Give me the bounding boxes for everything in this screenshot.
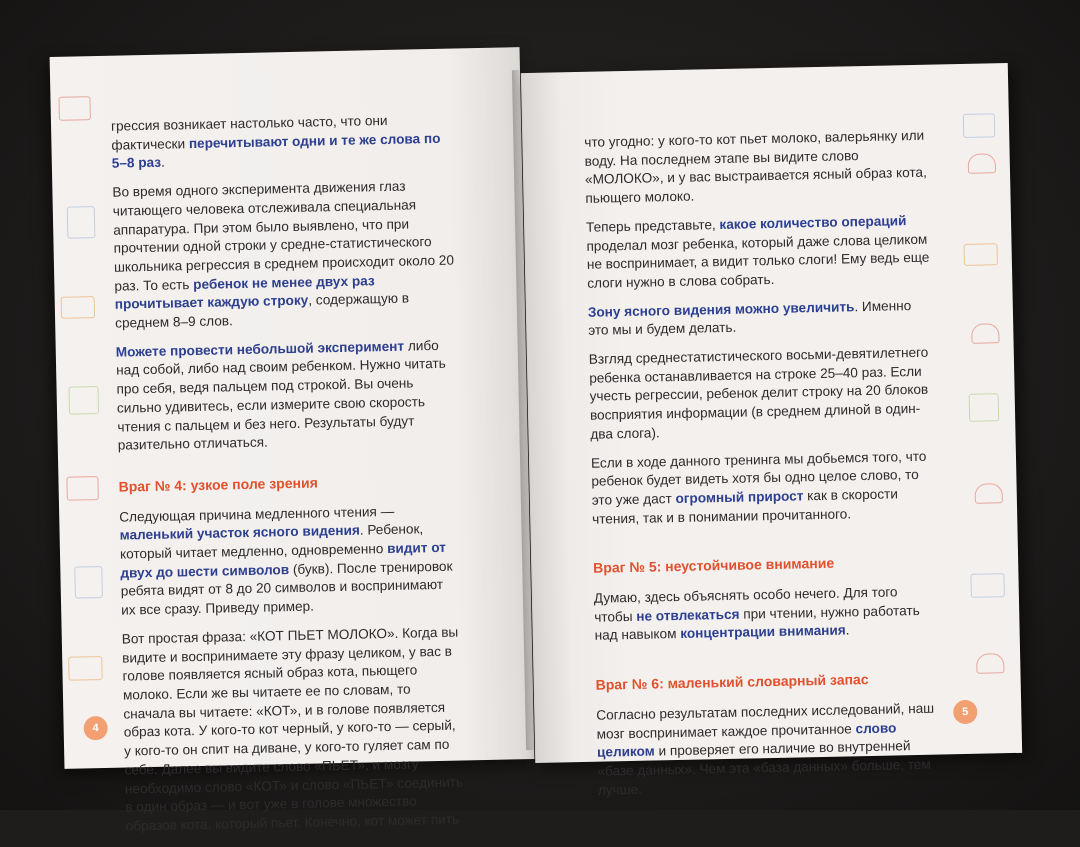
- paragraph-text: Думаю, здесь объяснять особо нечего. Для того чтобы: [593, 584, 898, 625]
- paragraph-r3: [588, 296, 934, 341]
- highlighted-phrase: слово целиком: [596, 720, 897, 761]
- paragraph-text: (букв). После тренировок ребята видят от 8 до 20 символов и воспринимают их все сразу. Приведу пример.: [120, 558, 453, 618]
- basket-doodle-icon: [976, 653, 1004, 674]
- heading-enemy-4: Враг № 4: узкое поле зрения: [118, 474, 318, 495]
- left-paragraphs-2: [119, 501, 466, 836]
- book-doodle-icon: [67, 206, 96, 239]
- paragraph-r2: [586, 211, 932, 293]
- paragraph-text: при чтении, нужно работать над навыком: [594, 602, 920, 644]
- book-doodle-icon: [58, 96, 90, 121]
- paragraph-text: . Ребенок, который читает медленно, одновременно: [119, 521, 424, 562]
- highlighted-phrase: маленький участок ясного видения: [119, 522, 360, 543]
- left-page-text: [111, 111, 466, 847]
- book-doodle-icon: [963, 113, 995, 138]
- paragraph-text: и проверяет его наличие во внутренней «базе данных». Чем эта «база данных» больше, тем лучше.: [597, 738, 931, 798]
- book-doodle-icon: [66, 476, 98, 501]
- paragraph-text: , содержащую в среднем 8–9 слов.: [115, 290, 410, 331]
- left-page: [50, 47, 535, 834]
- highlighted-phrase: видит от двух до шести символов: [120, 539, 447, 581]
- highlighted-phrase: Зону ясного видения можно увеличить: [587, 298, 855, 320]
- right-page-text: [584, 127, 943, 810]
- highlighted-phrase: ребенок не менее двух раз прочитывает каждую строку: [114, 272, 375, 313]
- paragraph-p5: [122, 623, 466, 836]
- paragraph-text: как в скорости чтения, так и в понимании прочитанного.: [592, 486, 899, 527]
- highlighted-phrase: Можете провести небольшой эксперимент: [115, 338, 405, 360]
- basket-doodle-icon: [975, 483, 1003, 504]
- paragraph-text: проделал мозг ребенка, который даже слова целиком не воспринимает, а видит только слоги! Ему ведь еще слоги нужно в слова собрать.: [586, 231, 930, 291]
- paragraph-text: Следующая причина медленного чтения —: [119, 503, 395, 525]
- heading-enemy-6: Враг № 6: маленький словарный запас: [595, 671, 869, 693]
- heading-enemy-5: Враг № 5: неустойчивое внимание: [593, 555, 835, 577]
- highlighted-phrase: какое количество операций: [719, 212, 907, 232]
- highlighted-phrase: концентрации внимания: [680, 622, 846, 642]
- highlighted-phrase: огромный прирост: [675, 488, 804, 506]
- paragraph-r1: [584, 127, 930, 209]
- paragraph-r7: [596, 699, 943, 800]
- paragraph-text: . Именно это мы и будем делать.: [588, 297, 912, 339]
- book-doodle-icon: [61, 296, 95, 319]
- paragraph-text: Во время одного эксперимента движения глаз читающего человека отслеживала специальная аппаратура. При этом было выявлено, что при прочтении одной строки у средне-статистического школьника регрессия в среднем происходит около 20 раз. То есть: [112, 178, 455, 294]
- book-doodle-icon: [964, 243, 998, 266]
- basket-doodle-icon: [971, 323, 999, 344]
- right-paragraphs-2: [594, 583, 940, 646]
- paragraph-r5: [591, 447, 937, 529]
- paragraph-text: .: [845, 622, 850, 638]
- right-page: [521, 63, 1022, 798]
- paragraph-p1: [111, 111, 452, 174]
- paragraph-text: либо над собой, либо над своим ребенком. Нужно читать про себя, ведя пальцем под строкой. Вы очень сильно удивитесь, если измерите свою скорость чтения с пальцем и без него. Результаты будут разительно отличаться.: [116, 337, 446, 453]
- page-number-badge: 4: [83, 716, 107, 740]
- paragraph-text: .: [160, 155, 166, 171]
- paragraph-p2: [112, 177, 455, 334]
- paragraph-text: Теперь представьте,: [585, 216, 720, 235]
- paragraph-text: Если в ходе данного тренинга мы добьемся того, что ребенок будет видеть хотя бы одно целое слово, то это уже даст: [590, 448, 927, 508]
- page-number-badge: 5: [953, 700, 977, 724]
- left-paragraphs: [111, 111, 458, 456]
- paragraph-r4: [589, 344, 936, 445]
- paragraph-text: Вот простая фраза: «КОТ ПЬЕТ МОЛОКО». Когда вы видите и воспринимаете эту фразу целиком, у вас в голове появляется ясный образ кота, пьющего молоко. Если же вы читаете ее по словам, то сначала вы читаете: «КОТ», и в голове появляется образ кота. У кого-то кот черный, у кого-то — серый, у кого-то он спит на диване, у кого-то гуляет сам по себе. Далее вы видите слово «ПЬЕТ», и мозгу необходимо слово «КОТ» и слово «ПЬЕТ» соединить в один образ — и вот уже в голове множество образов кота, который пьет. Конечно, кот может пить: [121, 624, 464, 834]
- highlighted-phrase: перечитывают одни и те же слова по 5–8 раз: [111, 130, 441, 172]
- book-doodle-icon: [970, 573, 1004, 598]
- paragraph-p3: [116, 336, 458, 455]
- right-paragraphs-3: [596, 699, 943, 800]
- paragraph-text: Взгляд среднестатистического восьми-девятилетнего ребенка останавливается на строке 25–40 раз. Если учесть регрессии, ребенок делит строку на 20 блоков восприятия информации (в среднем длиной в один-два слога).: [588, 344, 929, 442]
- paragraph-text: Согласно результатам последних исследований, наш мозг воспринимает каждое прочитанное: [596, 700, 935, 742]
- book-doodle-icon: [74, 566, 103, 599]
- paragraph-p4: [119, 501, 461, 620]
- book-doodle-icon: [69, 386, 100, 415]
- highlighted-phrase: не отвлекаться: [636, 606, 740, 624]
- paragraph-text: грессия возникает настолько часто, что они фактически: [110, 112, 388, 153]
- paragraph-r6: [594, 583, 940, 646]
- book-doodle-icon: [969, 393, 1000, 422]
- right-paragraphs: [584, 127, 937, 529]
- book-doodle-icon: [68, 656, 102, 681]
- paragraph-text: что угодно: у кого-то кот пьет молоко, валерьянку или воду. На последнем этапе вы видите слово «МОЛОКО», и у вас выстраивается ясный образ кота, пьющего молоко.: [584, 127, 927, 206]
- basket-doodle-icon: [968, 153, 996, 174]
